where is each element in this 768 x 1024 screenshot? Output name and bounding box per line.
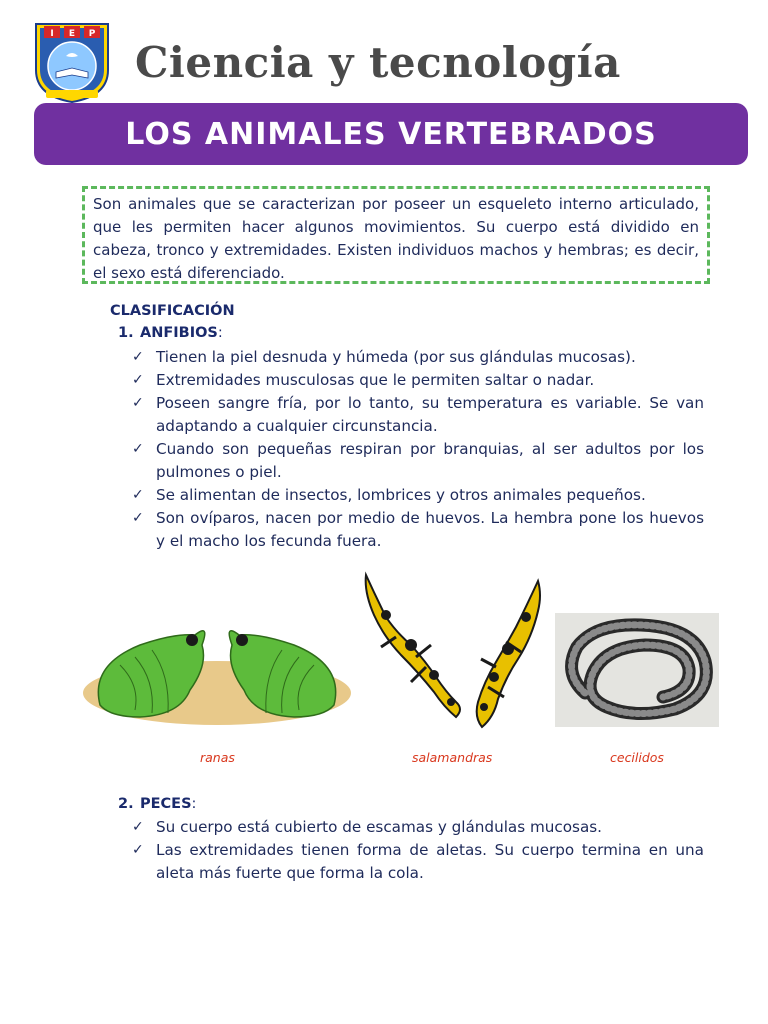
intro-box [82,186,710,284]
list-item-text: Las extremidades tienen forma de aletas. Su cuerpo termina en una aleta más fuerte que forma la cola. [156,841,704,882]
list-item-text: Poseen sangre fría, por lo tanto, su temperatura es variable. Se van adaptando a cualquier circunstancia. [156,394,704,435]
checkmark-icon: ✓ [132,372,144,388]
list-item-text: Cuando son pequeñas respiran por branquias, al ser adultos por los pulmones o piel. [156,440,704,481]
category-number: 2. [118,796,134,812]
list-item-text: Son ovíparos, nacen por medio de huevos. La hembra pone los huevos y el macho los fecunda fuera. [156,509,704,550]
list-item [132,438,704,484]
caption-cecilidos: cecilidos [610,750,664,765]
list-item [132,392,704,438]
checkmark-icon: ✓ [132,842,144,858]
category-name: PECES [140,796,192,812]
checkmark-icon: ✓ [132,510,144,526]
category-name: ANFIBIOS [140,325,218,341]
anfibios-list [132,346,704,553]
school-logo [32,20,112,104]
list-item-text: Tienen la piel desnuda y húmeda (por sus glándulas mucosas). [156,348,636,366]
intro-text: Son animales que se caracterizan por poseer un esqueleto interno articulado, que les permiten hacer algunos movimientos. Su cuerpo está dividido en cabeza, tronco y extremidades. Existen individuos machos y hembras; es decir, el sexo está diferenciado. [93,195,699,282]
subject-title: Ciencia y tecnología [135,38,621,87]
list-item [132,816,704,839]
category-number: 1. [118,325,134,341]
svg-text:P: P [88,29,96,39]
list-item-text: Extremidades musculosas que le permiten saltar o nadar. [156,371,595,389]
caption-salamandras: salamandras [412,750,493,765]
classification-heading: CLASIFICACIÓN [110,303,235,319]
salamanders-illustration-icon [356,567,548,737]
checkmark-icon: ✓ [132,349,144,365]
page-title-banner [34,103,748,165]
frogs-illustration-icon [80,605,354,729]
caecilian-illustration-icon [555,613,719,727]
peces-list [132,816,704,885]
checkmark-icon: ✓ [132,819,144,835]
list-item [132,346,704,369]
list-item [132,369,704,392]
list-item [132,507,704,553]
category-colon: : [191,796,197,812]
caption-ranas: ranas [200,750,235,765]
page-title: LOS ANIMALES VERTEBRADOS [125,116,657,152]
checkmark-icon: ✓ [132,487,144,503]
list-item-text: Su cuerpo está cubierto de escamas y glándulas mucosas. [156,818,602,836]
category-colon: : [217,325,223,341]
list-item-text: Se alimentan de insectos, lombrices y otros animales pequeños. [156,486,646,504]
list-item [132,484,704,507]
category-heading-peces [118,796,196,812]
svg-text:E: E [68,29,76,39]
list-item [132,839,704,885]
svg-text:I: I [50,29,54,39]
category-heading-anfibios [118,325,223,341]
checkmark-icon: ✓ [132,441,144,457]
checkmark-icon: ✓ [132,395,144,411]
